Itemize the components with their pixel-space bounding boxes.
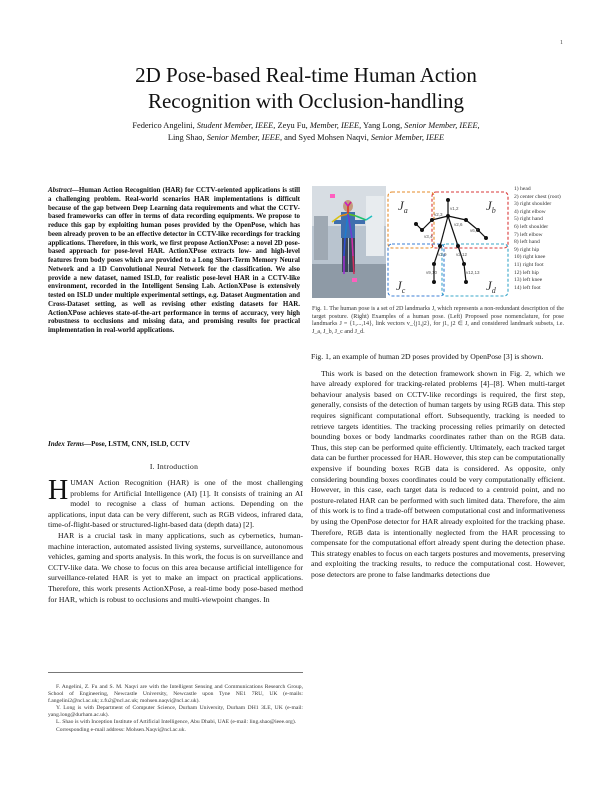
subset-c-label: $J_c$	[396, 278, 406, 295]
introduction-text	[48, 475, 303, 605]
intro-paragraph	[48, 475, 303, 531]
svg-text:v3,4: v3,4	[424, 234, 433, 239]
subset-a-label: $J_a$	[398, 198, 408, 215]
svg-text:v6,7: v6,7	[470, 228, 479, 233]
author-name: Ling Shao,	[167, 132, 205, 142]
index-terms	[48, 440, 300, 448]
author-name: and Syed Mohsen Naqvi,	[284, 132, 369, 142]
svg-text:v9,10: v9,10	[426, 270, 438, 275]
svg-text:v12,13: v12,13	[466, 270, 480, 275]
landmark-item: 2) center chest (root)	[514, 193, 561, 200]
landmark-item: 9) right hip	[514, 246, 540, 253]
pose-photo-illustration	[312, 186, 386, 298]
index-terms-text: —Pose, LSTM, CNN, ISLD, CCTV	[84, 440, 190, 448]
landmark-item: 10) right knee	[514, 254, 546, 261]
landmark-item: 7) left elbow	[514, 231, 543, 238]
landmark-item: 11) right foot	[514, 261, 544, 268]
index-terms-lead: Index Terms	[48, 440, 85, 448]
landmark-item: 4) right elbow	[514, 208, 546, 215]
skeleton-diagram	[386, 186, 514, 302]
author-name: Zeyu Fu,	[277, 121, 308, 130]
landmark-item: 12) left hip	[514, 269, 539, 276]
intro-paragraph-1: Action Recognition (HAR) is one of the most challenging problems for Artificial Intelligence (AI) [1]. It consists of training an AI model to recognise a class of human actions. Depending on the applications, input data can be very different, such as RGB videos, infrared data, time-of-flight-based or structured-light-based data (depth data) [2].	[48, 478, 303, 530]
author-line-1	[60, 120, 552, 132]
author-role: Senior Member, IEEE,	[404, 121, 480, 130]
landmark-item: 14) left foot	[514, 284, 541, 291]
landmark-item: 3) right shoulder	[514, 201, 552, 208]
svg-text:v2,9: v2,9	[438, 252, 447, 257]
landmark-item: 13) left knee	[514, 277, 543, 284]
paper-title	[40, 62, 572, 114]
author-role: Senior Member, IEEE	[370, 132, 445, 142]
svg-text:v2,3: v2,3	[434, 212, 443, 217]
title-line-2: Recognition with Occlusion-handling	[147, 89, 465, 113]
landmark-item: 5) right hand	[514, 216, 543, 223]
author-role: Senior Member, IEEE,	[206, 132, 283, 142]
drop-cap: H	[48, 475, 69, 506]
landmark-item: 1) head	[514, 186, 531, 192]
author-role: Student Member, IEEE,	[196, 121, 276, 130]
figure-1	[312, 186, 566, 302]
intro-first-word: UMAN	[70, 478, 94, 487]
pose-photo	[312, 186, 386, 298]
svg-text:v2,12: v2,12	[456, 252, 468, 257]
intro-paragraph-2: HAR is a crucial task in many applications, such as cybernetics, human-machine interaction, automated assisted living systems, surveillance, autonomous vehicles, gaming and sports analysis. In this work, the focus is on surveillance and CCTV-like data. We chose to focus on this area because artificial intelligence for surveillance-related HAR is yet to make an impact on practical applications. Therefore, this work presents ActionXPose, a real-time body pose-based method for HAR, which is robust to occlusions and multi-viewpoint changes. In	[48, 530, 303, 604]
figure-1-caption: Fig. 1. The human pose is a set of 2D landmarks J, which represents a non-redundant description of the target posture. (Right) Examples of a human pose. (Left) Proposed pose nomenclature, for pose landmarks J = {1,...,14}, link vectors v_{j1,j2}, for j1, j2 ∈ J, and considered landmark subsets, i.e. J_a, J_b, J_c and J_d.	[312, 306, 564, 336]
landmark-item: 6) left shoulder	[514, 223, 549, 230]
right-column-text	[311, 352, 565, 580]
right-paragraph-0: Fig. 1, an example of human 2D poses provided by OpenPose [3] is shown.	[311, 352, 544, 361]
author-line-2	[60, 132, 552, 144]
footnote-correspondence: Corresponding e-mail address: Mohsen.Naqvi@ncl.ac.uk.	[56, 726, 186, 733]
abstract	[48, 186, 300, 335]
author-name: Yang Long,	[363, 121, 403, 130]
footnote-affiliation-2: Y. Long is with Department of Computer Science, Durham University, Durham DH1 3LE, UK (e-mail: yang.long@durham.ac.uk).	[48, 705, 303, 719]
landmark-item: 8) left hand	[514, 239, 540, 246]
section-heading: I. Introduction	[149, 462, 199, 471]
footnote-affiliation-3: L. Shao is with Inception Institute of Artificial Intelligence, Abu Dhabi, UAE (e-mail: ling.shao@ieee.org).	[56, 719, 297, 726]
subset-b-label: $J_b$	[486, 198, 496, 215]
subset-b-box	[432, 192, 508, 248]
svg-text:v2,6: v2,6	[454, 222, 463, 227]
footnotes	[48, 684, 303, 734]
author-list	[60, 120, 552, 144]
abstract-text: —Human Action Recognition (HAR) for CCTV-oriented applications is still a challenging problem. Real-world scenarios HAR implementations is difficult because of the gap between Deep Learning data requirements and what the CCTV-based frameworks can offer in terms of data recording equipments. We propose to reduce this gap by exploiting human poses provided by the OpenPose, which has been already proven to be an effective detector in CCTV-like recordings for tracking applications. Therefore, in this work, we first propose ActionXPose: a novel 2D pose-based approach for pose-level HAR. ActionXPose extracts low- and high-level features from body poses which are provided to a Long Short-Term Memory Neural Network and a 1D Convolutional Neural Network for the classification. We also provide a new dataset, named ISLD, for realistic pose-level HAR in a CCTV-like environment, recorded in the Intelligent Sensing Lab. ActionXPose is extensively tested on ISLD under multiple experimental settings, e.g. Dataset Augmentation and Cross-Dataset setting, as well as revising other existing datasets for HAR. ActionXPose achieves state-of-the-art performance in terms of accuracy, very high robustness to occlusions and missing data, and promising results for practical implementation in real-world applications.	[48, 186, 300, 334]
title-line-1: 2D Pose-based Real-time Human Action	[135, 63, 477, 87]
author-role: Member, IEEE,	[309, 121, 362, 130]
right-paragraph-1: This work is based on the detection framework shown in Fig. 2, which we have already explored for tracking-related problems [4]–[8]. When multi-target behaviour analysis based on CCTV-like recordings is required, the first step, generally, consists of the detection of human targets by using RGB data. This step requires significant computational effort. Subsequently, tracking is needed to retrieve targets identities. The tracking processing relies primarily on detected bounding boxes or body landmarks coordinates rather than on the RGB data. Thus, this step can be performed quite efficiently. Ultimately, each tracked target data can be further processed for HAR. However, this step can be computationally expensive if bounding boxes RGB data is considered. As opposite, only considering bounding boxes coordinates could be very computationally efficient. However, in this case, each target data is reduced to a centroid point, and no posture-related HAR can be performed with such limited data. Therefore, the aim of this work is to find a trade-off between computational cost and informativeness by using the OpenPose detector for HAR already exploited for the tracking phase. Therefore, RGB data is intentionally neglected from the HAR processing to compensate for the computational effort already spent during the detection phase. This strategy enables to focus on each targets postures and movements, preserving and exploiting the tracking results, to reduce the computational cost. However, pose detectors are prone to false landmarks detections due	[311, 368, 565, 579]
svg-text:v1,2: v1,2	[450, 206, 459, 211]
footnote-affiliation-1: F. Angelini, Z. Fu and S. M. Naqvi are with the Intelligent Sensing and Communications Research Group, School of Engineering, Newcastle University, Newcastle upon Tyne NE1 7RU, UK (e-mails: f.angelini2@ncl.ac.uk; z.fu2@ncl.ac.uk; mohsen.naqvi@ncl.ac.uk).	[48, 684, 303, 705]
author-name: Federico Angelini,	[132, 121, 195, 130]
subset-d-label: $J_d$	[486, 278, 496, 295]
pose-nomenclature-diagram	[386, 186, 514, 302]
landmark-legend	[514, 186, 568, 292]
page-number: 1	[560, 40, 563, 46]
abstract-lead: Abstract	[48, 186, 72, 194]
subset-a-box	[388, 192, 434, 248]
footnote-divider	[48, 672, 303, 673]
